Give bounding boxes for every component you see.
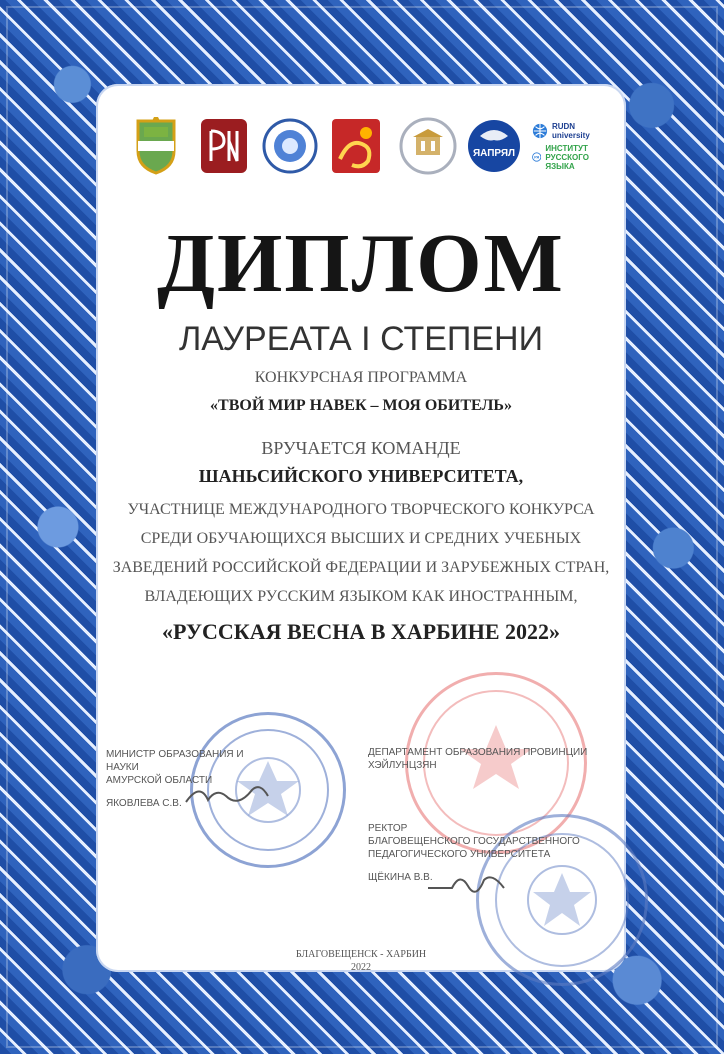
harbin-university-seal-logo [260, 112, 320, 180]
description-line-3: ЗАВЕДЕНИЙ РОССИЙСКОЙ ФЕДЕРАЦИИ И ЗАРУБЕЖНЫХ СТРАН, [112, 559, 610, 576]
rudn-university-text: RUDN university [551, 121, 590, 140]
contest-name: «РУССКАЯ ВЕСНА В ХАРБИНЕ 2022» [161, 619, 561, 644]
rudn-institute-logo [532, 112, 608, 180]
left-signature-mark [182, 778, 272, 812]
coat-of-arms-icon [132, 117, 180, 175]
right-bottom-signatory-title-line-2: БЛАГОВЕЩЕНСКОГО ГОСУДАРСТВЕННОГО [368, 836, 580, 847]
right-bottom-signatory-name: ЩЁКИНА В.В. [368, 872, 433, 883]
left-signatory-title-line-2: АМУРСКОЙ ОБЛАСТИ [106, 775, 213, 786]
program-label: КОНКУРСНАЯ ПРОГРАММА [254, 369, 468, 386]
footer-block [96, 948, 626, 974]
rudn-brand-row [532, 122, 608, 140]
left-signatory-name: ЯКОВЛЕВА С.В. [106, 798, 182, 809]
program-name: «ТВОЙ МИР НАВЕК – МОЯ ОБИТЕЛЬ» [210, 397, 512, 414]
description-line-1: УЧАСТНИЦЕ МЕЖДУНАРОДНОГО ТВОРЧЕСКОГО КОНКУРСА [127, 501, 595, 518]
footer-place: БЛАГОВЕЩЕНСК - ХАРБИН [295, 949, 427, 960]
diploma-subtitle: ЛАУРЕАТА I СТЕПЕНИ [178, 320, 544, 358]
right-top-signatory-block [368, 746, 608, 772]
diploma-title: ДИПЛОМ [157, 217, 565, 310]
description-line-2: СРЕДИ ОБУЧАЮЩИХСЯ ВЫСШИХ И СРЕДНИХ УЧЕБНЫХ [140, 530, 582, 547]
university-round-icon [399, 117, 457, 175]
dragon-emblem-icon [330, 117, 382, 175]
team-name: ШАНЬСИЙСКОГО УНИВЕРСИТЕТА, [198, 466, 524, 486]
footer-year: 2022 [351, 962, 371, 973]
university-monogram-logo [196, 112, 252, 180]
right-top-signatory-title-line-1: ДЕПАРТАМЕНТ ОБРАЗОВАНИЯ ПРОВИНЦИИ [368, 747, 588, 758]
japral-round-icon [466, 118, 522, 174]
japral-logo [466, 112, 522, 180]
right-top-signatory-title-line-2: ХЭЙЛУНЦЗЯН [368, 760, 437, 771]
institute-row [532, 144, 608, 171]
right-signature-mark [424, 868, 510, 902]
rudn-logo-group [532, 122, 608, 171]
amur-region-coat-of-arms-logo [128, 112, 184, 180]
description-line-4: ВЛАДЕЮЩИХ РУССКИМ ЯЗЫКОМ КАК ИНОСТРАННЫМ, [144, 588, 578, 605]
right-bottom-signatory-title-line-3: ПЕДАГОГИЧЕСКОГО УНИВЕРСИТЕТА [368, 849, 551, 860]
partner-logos-row [128, 112, 604, 192]
left-signatory-title-line-1: МИНИСТР ОБРАЗОВАНИЯ И НАУКИ [106, 749, 244, 773]
japral-text: ЯАПРЯЛ [472, 148, 516, 159]
institute-russian-language-text: ИНСТИТУТ РУССКОГО ЯЗЫКА [545, 143, 589, 171]
right-bottom-signatory-title-line-1: РЕКТОР [368, 823, 408, 834]
pedagogical-university-logo [398, 112, 458, 180]
red-dragon-emblem-logo [328, 112, 384, 180]
institute-icon-text: РЯ [534, 155, 540, 160]
awarded-to-label: ВРУЧАЕТСЯ КОМАНДЕ [261, 438, 461, 458]
globe-icon [532, 122, 548, 140]
russian-language-icon [532, 148, 541, 166]
monogram-icon [199, 117, 249, 175]
university-seal-icon [262, 118, 318, 174]
